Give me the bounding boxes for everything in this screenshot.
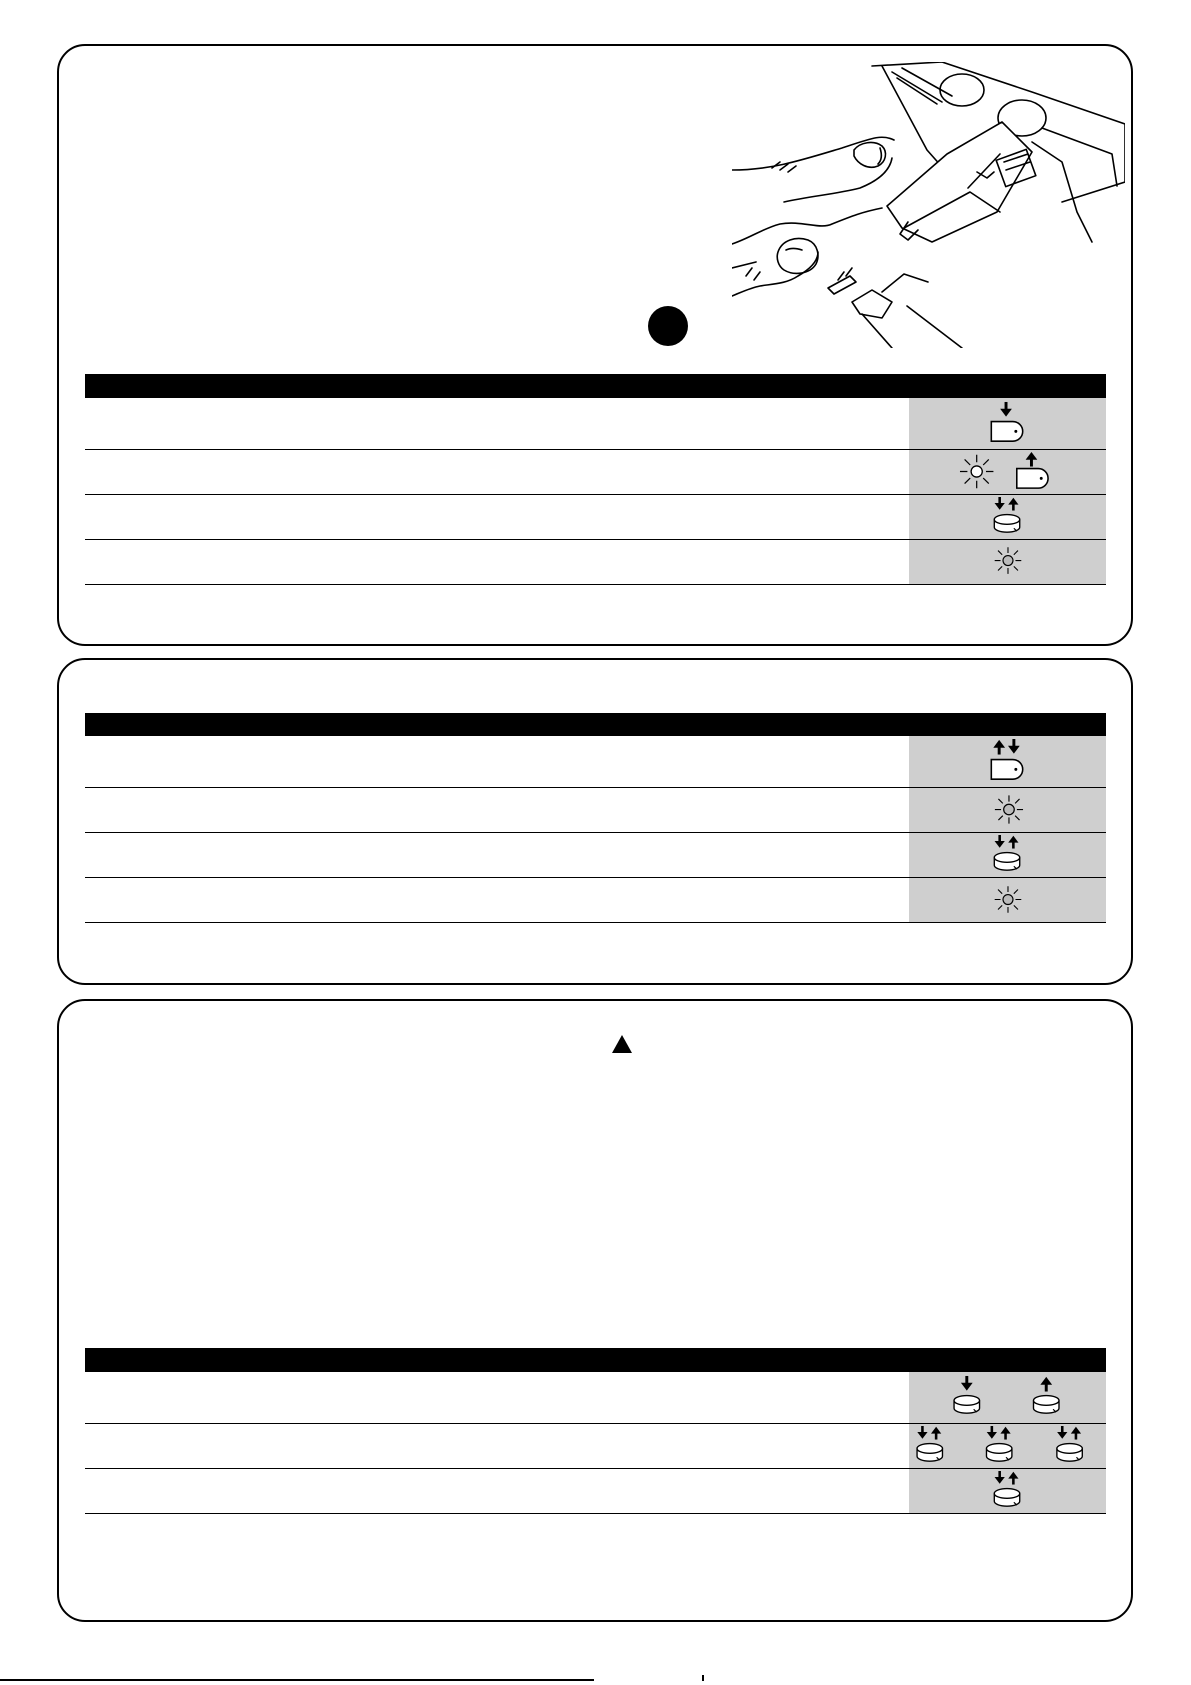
press-then-release-key-icon [909,1372,1106,1423]
table-row [85,398,1106,450]
footer-mark [702,1675,704,1681]
table-row [85,1469,1106,1514]
table-row [85,495,1106,540]
table-row [85,540,1106,585]
table-row [85,833,1106,878]
procedure-table-3 [85,1348,1106,1514]
warning-triangle-icon [611,1034,633,1059]
table-row [85,736,1106,788]
press-release-transmitter-key-icon [909,833,1106,877]
led-flash-icon [909,788,1106,832]
press-release-key-three-times-icon [909,1424,1106,1468]
table-header [85,713,1106,736]
table-row [85,788,1106,833]
press-button-icon [909,398,1106,449]
release-press-button-icon [909,736,1106,787]
led-flashes-release-button-icon [909,450,1106,494]
figure-number-badge [648,306,688,346]
procedure-table-1 [85,374,1106,585]
table-row [85,878,1106,923]
table-header [85,374,1106,398]
table-header [85,1348,1106,1372]
table-row [85,450,1106,495]
led-flash-icon [909,878,1106,922]
table-row [85,1424,1106,1469]
led-flash-icon [909,540,1106,584]
hand-inserting-memory-card-illustration [732,62,1125,348]
press-release-transmitter-key-icon [909,495,1106,539]
section-panel-3 [57,999,1133,1622]
procedure-table-2 [85,713,1106,923]
press-release-transmitter-key-icon [909,1469,1106,1513]
table-row [85,1372,1106,1424]
footer-rule [0,1679,594,1681]
